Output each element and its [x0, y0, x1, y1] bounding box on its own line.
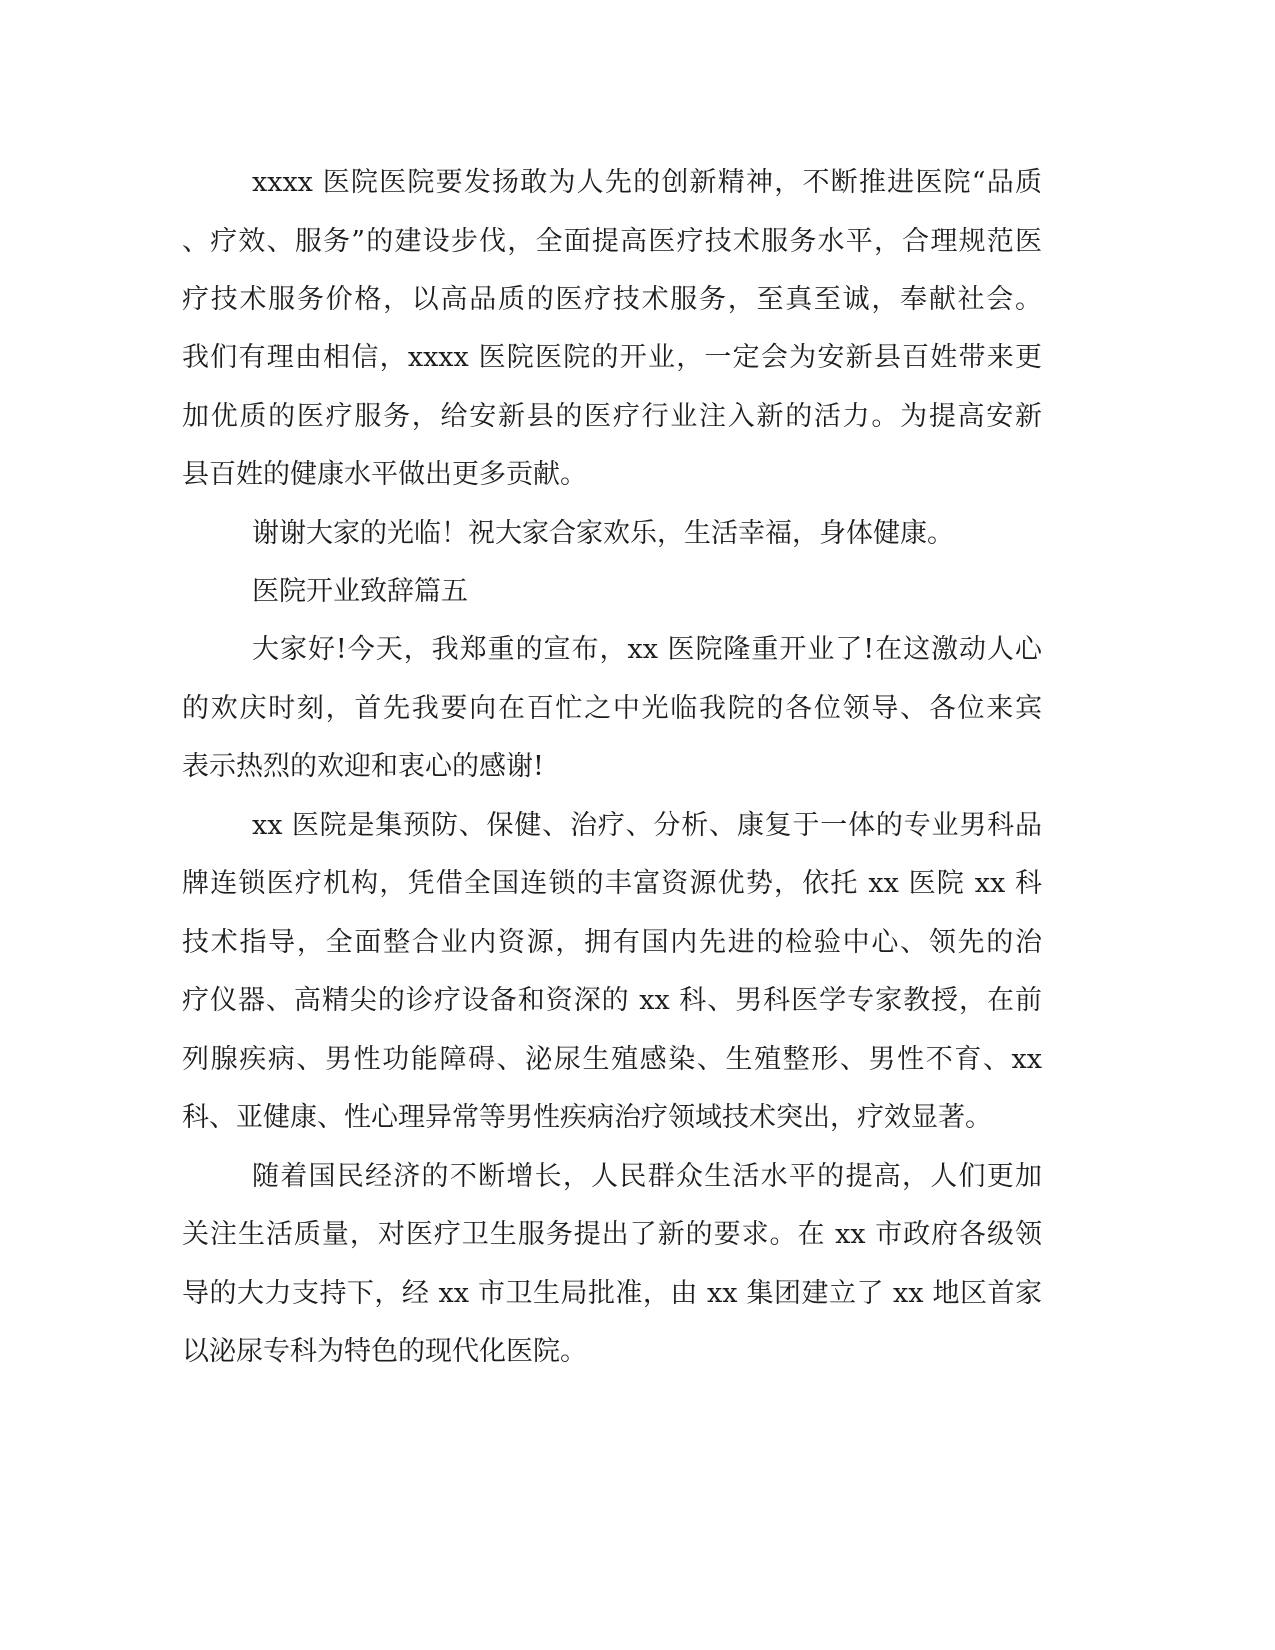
text-line: 牌连锁医疗机构，凭借全国连锁的丰富资源优势，依托 xx 医院 xx 科	[182, 868, 1042, 899]
section-heading: 医院开业致辞篇五	[252, 576, 468, 607]
text-line: xx 医院是集预防、保健、治疗、分析、康复于一体的专业男科品	[252, 810, 1042, 841]
text-line: xxxx 医院医院要发扬敢为人先的创新精神，不断推进医院“品质	[252, 167, 1042, 198]
text-line: 我们有理由相信，xxxx 医院医院的开业，一定会为安新县百姓带来更	[182, 342, 1042, 373]
text-line: 县百姓的健康水平做出更多贡献。	[182, 459, 587, 490]
text-line: 列腺疾病、男性功能障碍、泌尿生殖感染、生殖整形、男性不育、xx	[182, 1044, 1042, 1075]
text-line: 技术指导，全面整合业内资源，拥有国内先进的检验中心、领先的治	[182, 927, 1042, 958]
text-line: 科、亚健康、性心理异常等男性疾病治疗领域技术突出，疗效显著。	[182, 1102, 992, 1133]
text-line: 的欢庆时刻，首先我要向在百忙之中光临我院的各位领导、各位来宾	[182, 693, 1042, 724]
text-line: 导的大力支持下，经 xx 市卫生局批准，由 xx 集团建立了 xx 地区首家	[182, 1278, 1042, 1309]
text-line: 、疗效、服务”的建设步伐，全面提高医疗技术服务水平，合理规范医	[182, 226, 1042, 257]
text-line: 加优质的医疗服务，给安新县的医疗行业注入新的活力。为提高安新	[182, 401, 1042, 432]
text-line: 疗技术服务价格，以高品质的医疗技术服务，至真至诚，奉献社会。	[182, 284, 1042, 315]
text-line: 关注生活质量，对医疗卫生服务提出了新的要求。在 xx 市政府各级领	[182, 1219, 1042, 1250]
text-line: 大家好!今天，我郑重的宣布，xx 医院隆重开业了!在这激动人心	[252, 634, 1042, 665]
text-line: 随着国民经济的不断增长，人民群众生活水平的提高，人们更加	[252, 1161, 1042, 1192]
text-line: 疗仪器、高精尖的诊疗设备和资深的 xx 科、男科医学专家教授，在前	[182, 985, 1042, 1016]
text-line: 表示热烈的欢迎和衷心的感谢!	[182, 751, 544, 782]
text-line: 以泌尿专科为特色的现代化医院。	[182, 1336, 587, 1367]
closing-line: 谢谢大家的光临！祝大家合家欢乐，生活幸福，身体健康。	[252, 518, 954, 549]
